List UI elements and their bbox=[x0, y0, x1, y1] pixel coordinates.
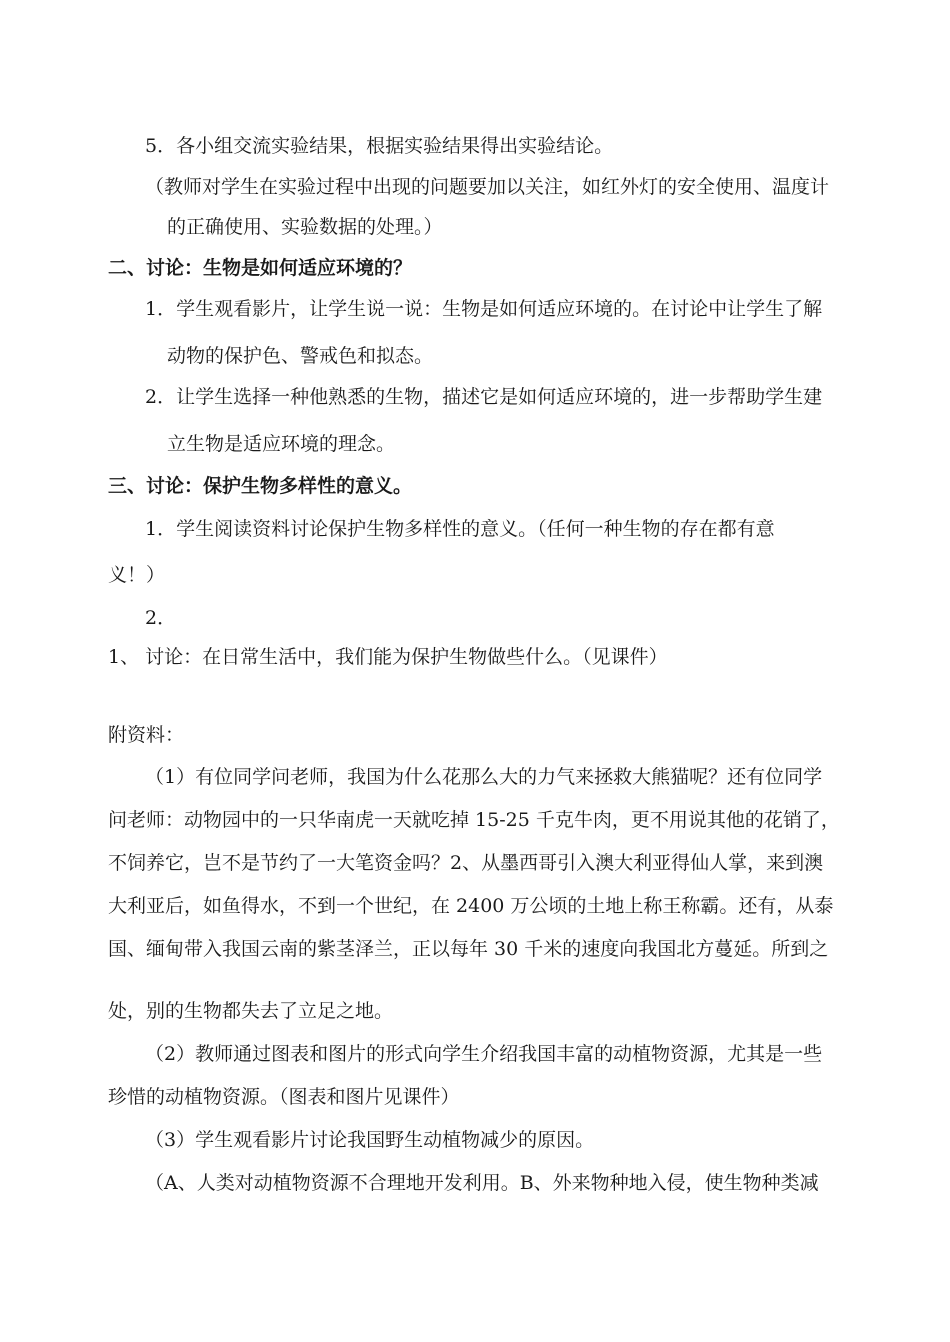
appendix-para-3-note: （A、人类对动植物资源不合理地开发利用。B、外来物种地入侵，使生物种类减 bbox=[145, 1172, 819, 1194]
section-3-item-1-line-2: 义！） bbox=[108, 564, 166, 586]
section-2-item-1-line-1: 1．学生观看影片，让学生说一说：生物是如何适应环境的。在讨论中让学生了解 bbox=[145, 298, 823, 320]
appendix-para-2-line-2: 珍惜的动植物资源。（图表和图片见课件） bbox=[108, 1086, 460, 1108]
appendix-para-2-line-1: （2）教师通过图表和图片的形式向学生介绍我国丰富的动植物资源，尤其是一些 bbox=[145, 1043, 823, 1065]
section-2-heading: 二、讨论：生物是如何适应环境的？ bbox=[108, 257, 413, 279]
teacher-note-line-1: （教师对学生在实验过程中出现的问题要加以关注，如红外灯的安全使用、温度计 bbox=[145, 176, 830, 198]
section-2-item-2-line-2: 立生物是适应环境的理念。 bbox=[167, 433, 396, 455]
section-3-item-2: 2． bbox=[145, 607, 177, 629]
appendix-para-1-line-2: 问老师：动物园中的一只华南虎一天就吃掉 15-25 千克牛肉，更不用说其他的花销了， bbox=[108, 809, 840, 831]
section-2-item-2-line-1: 2．让学生选择一种他熟悉的生物，描述它是如何适应环境的，进一步帮助学生建 bbox=[145, 386, 823, 408]
step-5-line: 5．各小组交流实验结果，根据实验结果得出实验结论。 bbox=[145, 135, 614, 157]
appendix-para-1-line-1: （1）有位同学问老师，我国为什么花那么大的力气来拯救大熊猫呢？还有位同学 bbox=[145, 766, 823, 788]
appendix-para-1-line-6: 处，别的生物都失去了立足之地。 bbox=[108, 1000, 394, 1022]
discussion-line: 1、 讨论：在日常生活中，我们能为保护生物做些什么。（见课件） bbox=[108, 646, 668, 668]
appendix-para-1-line-3: 不饲养它，岂不是节约了一大笔资金吗？2、从墨西哥引入澳大利亚得仙人掌，来到澳 bbox=[108, 852, 824, 874]
appendix-para-1-line-4: 大利亚后，如鱼得水，不到一个世纪，在 2400 万公顷的土地上称王称霸。还有，从泰 bbox=[108, 895, 834, 917]
section-3-heading: 三、讨论：保护生物多样性的意义。 bbox=[108, 475, 413, 497]
section-2-item-1-line-2: 动物的保护色、警戒色和拟态。 bbox=[167, 345, 434, 367]
appendix-para-3: （3）学生观看影片讨论我国野生动植物减少的原因。 bbox=[145, 1129, 595, 1151]
appendix-label: 附资料： bbox=[108, 724, 185, 746]
section-3-item-1-line-1: 1．学生阅读资料讨论保护生物多样性的意义。（任何一种生物的存在都有意 bbox=[145, 518, 775, 540]
teacher-note-line-2: 的正确使用、实验数据的处理。） bbox=[167, 216, 443, 238]
appendix-para-1-line-5: 国、缅甸带入我国云南的紫茎泽兰，正以每年 30 千米的速度向我国北方蔓延。所到之 bbox=[108, 938, 829, 960]
